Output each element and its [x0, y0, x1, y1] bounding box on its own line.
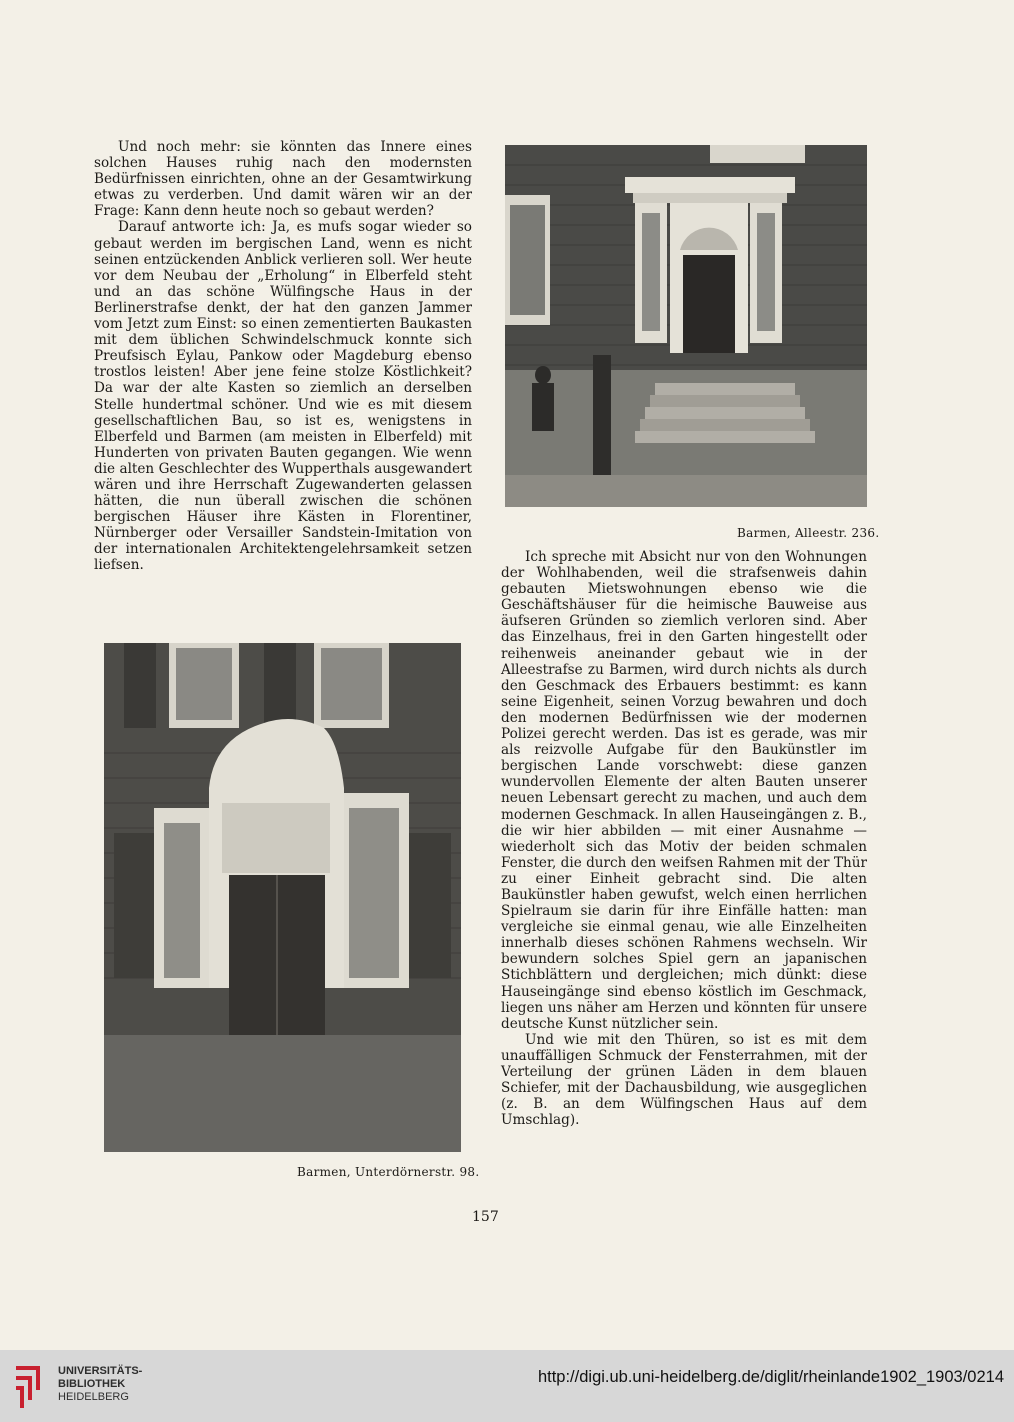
library-logo-text	[58, 1365, 142, 1404]
caption-top-photo: Barmen, Alleestr. 236.	[737, 526, 880, 540]
caption-bottom-photo: Barmen, Unterdörnerstr. 98.	[297, 1165, 480, 1179]
photo-doorway-unterdoernerstrasse	[104, 643, 461, 1152]
paragraph: Und noch mehr: sie könnten das Innere eines solchen Hauses ruhig nach den modernsten Bedürfnissen einrichten, ohne an der Gesamtwirkung etwas zu verderben. Und damit wären wir an der Frage: Kann denn heute noch so gebaut werden?	[94, 139, 472, 220]
library-logo-icon	[10, 1360, 50, 1412]
doorway-illustration	[505, 145, 867, 507]
text-column-left	[94, 139, 472, 574]
text-column-right	[501, 549, 867, 1128]
logo-line: HEIDELBERG	[58, 1391, 129, 1403]
footer-bar	[0, 1350, 1014, 1422]
logo-line: UNIVERSITÄTS-	[58, 1365, 143, 1377]
baroque-doorway-illustration	[104, 643, 461, 1152]
permalink-url[interactable]: http://digi.ub.uni-heidelberg.de/diglit/rheinlande1902_1903/0214	[537, 1368, 1004, 1386]
logo-line: BIBLIOTHEK	[58, 1378, 126, 1390]
paragraph: Darauf antworte ich: Ja, es mufs sogar wieder so gebaut werden im bergischen Land, wenn es nicht seinen entzückenden Anblick verlieren soll. Wer heute vor dem Neubau der „Erholung“ in Elberfeld steht und an das schöne Wülfingsche Haus in der Berlinerstrafse denkt, der hat den ganzen Jammer vom Jetzt zum Einst: so einen zementierten Baukasten mit dem üblichen Schwindelschmuck konnte sich Preufsisch Eylau, Pankow oder Magdeburg ebenso trostlos leisten! Aber jene feine stolze Köstlichkeit? Da war der alte Kasten so ziemlich an derselben Stelle hundertmal schöner. Und wie es mit diesem gesellschaftlichen Bau, so ist es, wenigstens in Elberfeld und Barmen (am meisten in Elberfeld) mit Hunderten von privaten Bauten gegangen. Wie wenn die alten Geschlechter des Wupperthals ausgewandert wären und ihre Herrschaft Zugewanderten gelassen hätten, die nun überall zwischen die schönen bergischen Häuser ihre Kästen in Florentiner, Nürnberger oder Versailler Sandstein-Imitation von der internationalen Architektengelehrsamkeit setzen liefsen.	[94, 219, 472, 574]
photo-doorway-alleestrasse	[505, 145, 867, 507]
paragraph: Und wie mit den Thüren, so ist es mit dem unauffälligen Schmuck der Fensterrahmen, mit der Verteilung der grünen Läden in dem blauen Schiefer, mit der Dachausbildung, wie ausgeglichen (z. B. an dem Wülfingschen Haus auf dem Umschlag).	[501, 1031, 867, 1129]
paragraph: Ich spreche mit Absicht nur von den Wohnungen der Wohlhabenden, weil die strafsenweis dahin gebauten Mietswohnungen ebenso wie die Geschäftshäuser für die heimische Bauweise aus äufseren Gründen so ziemlich verloren sind. Aber das Einzelhaus, frei in den Garten hingestellt oder reihenweis aneinander gebaut wie in der Alleestrafse zu Barmen, wird durch nichts als durch den Geschmack des Erbauers bestimmt: es kann seine Eigenheit, seinen Vorzug bewahren und doch den modernen Bedürfnissen wie der modernen Polizei gerecht werden. Das ist es gerade, was mir als reizvolle Aufgabe für den Baukünstler im bergischen Lande vorschwebt: diese ganzen wundervollen Elemente der alten Bauten unserer neuen Lebensart gerecht zu machen, und auch dem modernen Geschmack. In allen Hauseingängen z. B., die wir hier abbilden — mit einer Ausnahme — wiederholt sich das Motiv der beiden schmalen Fenster, die durch den weifsen Rahmen mit der Thür zu einer Einheit gebracht sind. Die alten Baukünstler haben gewufst, welch einen herrlichen Spielraum sie darin für ihre Einfälle hatten: man vergleiche sie einmal genau, wie alle Einzelheiten innerhalb dieses schönen Rahmens wechseln. Wir bewundern solches Spiel gern an japanischen Stichblättern und dergleichen; mich dünkt: diese Hauseingänge sind ebenso köstlich im Geschmack, liegen uns näher am Herzen und könnten für unsere deutsche Kunst nützlicher sein.	[501, 549, 867, 1032]
page-number: 157	[472, 1209, 499, 1225]
